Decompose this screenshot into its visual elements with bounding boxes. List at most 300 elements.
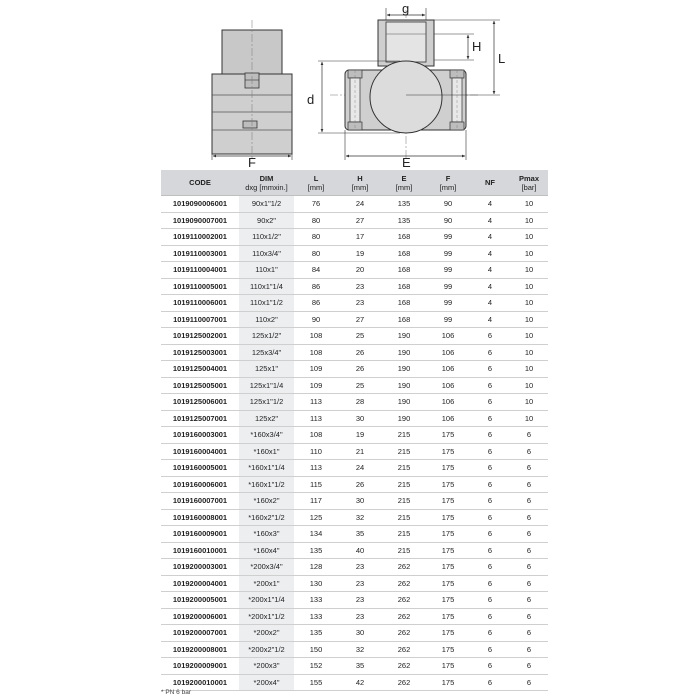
e-cell: 190 [382,410,426,427]
l-cell: 90 [294,311,338,328]
code-cell: 1019110004001 [161,262,239,279]
pmax-cell: 10 [510,245,548,262]
table-row [161,493,548,510]
nf-cell: 4 [470,295,510,312]
code-cell: 1019125002001 [161,328,239,345]
column-header [239,170,294,196]
pmax-cell: 10 [510,262,548,279]
e-cell: 215 [382,526,426,543]
table-row [161,625,548,642]
nf-cell: 4 [470,196,510,213]
dim-cell: 110x3/4" [239,245,294,262]
h-cell: 30 [338,625,382,642]
h-cell: 28 [338,394,382,411]
dim-cell: 125x1" [239,361,294,378]
column-header-label: E [401,173,407,183]
table-row [161,196,548,213]
nf-cell: 4 [470,245,510,262]
e-cell: 262 [382,608,426,625]
table-row [161,311,548,328]
table-row [161,575,548,592]
f-cell: 90 [426,212,470,229]
pmax-cell: 6 [510,443,548,460]
f-cell: 175 [426,559,470,576]
dim-cell: 110x2" [239,311,294,328]
f-cell: 175 [426,608,470,625]
e-cell: 168 [382,278,426,295]
e-cell: 168 [382,229,426,246]
l-cell: 133 [294,608,338,625]
h-cell: 17 [338,229,382,246]
f-cell: 175 [426,641,470,658]
dim-cell: *200x2"1/2 [239,641,294,658]
nf-cell: 4 [470,311,510,328]
e-cell: 262 [382,559,426,576]
f-cell: 106 [426,344,470,361]
nf-cell: 6 [470,476,510,493]
pmax-cell: 6 [510,608,548,625]
h-cell: 30 [338,410,382,427]
pmax-cell: 6 [510,674,548,691]
column-header [510,170,548,196]
h-cell: 19 [338,245,382,262]
nf-cell: 6 [470,559,510,576]
dim-cell: 110x1/2" [239,229,294,246]
dim-cell: 90x2" [239,212,294,229]
table-row [161,344,548,361]
l-cell: 155 [294,674,338,691]
f-cell: 99 [426,278,470,295]
e-cell: 262 [382,658,426,675]
h-cell: 23 [338,608,382,625]
code-cell: 1019125006001 [161,394,239,411]
code-cell: 1019110002001 [161,229,239,246]
table-row [161,295,548,312]
f-cell: 106 [426,328,470,345]
pmax-cell: 6 [510,592,548,609]
nf-cell: 6 [470,493,510,510]
l-cell: 133 [294,592,338,609]
dim-label-H: H [472,39,482,54]
h-cell: 26 [338,476,382,493]
dim-cell: *160x4" [239,542,294,559]
column-header [161,170,239,196]
column-header-label: F [445,173,451,183]
dim-cell: *200x1"1/4 [239,592,294,609]
e-cell: 190 [382,377,426,394]
l-cell: 113 [294,460,338,477]
dim-cell: 125x1/2" [239,328,294,345]
code-cell: 1019090006001 [161,196,239,213]
h-cell: 23 [338,559,382,576]
code-cell: 1019110007001 [161,311,239,328]
column-header-label: L [313,173,319,183]
nf-cell: 6 [470,658,510,675]
e-cell: 215 [382,542,426,559]
code-cell: 1019200004001 [161,575,239,592]
pipe-section [370,61,442,133]
pmax-cell: 10 [510,212,548,229]
column-header-unit: [mm] [351,182,369,192]
pmax-cell: 6 [510,658,548,675]
column-header-unit: dxg [mmxin.] [245,182,288,192]
nf-cell: 6 [470,394,510,411]
pmax-cell: 6 [510,559,548,576]
h-cell: 35 [338,526,382,543]
h-cell: 42 [338,674,382,691]
l-cell: 80 [294,245,338,262]
dim-label-d: d [307,92,315,107]
h-cell: 25 [338,328,382,345]
column-header [382,170,426,196]
pmax-cell: 10 [510,344,548,361]
dim-cell: *160x1"1/4 [239,460,294,477]
f-cell: 99 [426,262,470,279]
pmax-cell: 6 [510,427,548,444]
code-cell: 1019200009001 [161,658,239,675]
footnote: * PN 6 bar [161,689,191,696]
h-cell: 27 [338,212,382,229]
table-row [161,262,548,279]
side-view [212,20,292,170]
code-cell: 1019110005001 [161,278,239,295]
nf-cell: 6 [470,344,510,361]
table-row [161,278,548,295]
dim-cell: *200x1"1/2 [239,608,294,625]
left-bolt-icon [348,70,362,130]
column-header-label: H [357,173,363,183]
f-cell: 175 [426,460,470,477]
pmax-cell: 6 [510,509,548,526]
code-cell: 1019200007001 [161,625,239,642]
dim-cell: *200x3/4" [239,559,294,576]
l-cell: 108 [294,427,338,444]
h-cell: 23 [338,278,382,295]
l-cell: 80 [294,212,338,229]
table-row [161,674,548,691]
nf-cell: 6 [470,427,510,444]
code-cell: 1019160003001 [161,427,239,444]
l-cell: 110 [294,443,338,460]
h-cell: 24 [338,196,382,213]
l-cell: 113 [294,410,338,427]
e-cell: 190 [382,344,426,361]
dim-cell: 110x1"1/2 [239,295,294,312]
pmax-cell: 10 [510,410,548,427]
h-cell: 35 [338,658,382,675]
column-header [470,170,510,196]
pmax-cell: 6 [510,460,548,477]
code-cell: 1019110006001 [161,295,239,312]
dim-label-L: L [498,51,506,66]
technical-drawing [0,0,700,170]
code-cell: 1019125005001 [161,377,239,394]
h-cell: 26 [338,344,382,361]
e-cell: 135 [382,212,426,229]
l-cell: 80 [294,229,338,246]
table-row [161,394,548,411]
e-cell: 262 [382,674,426,691]
code-cell: 1019200005001 [161,592,239,609]
table-row [161,526,548,543]
e-cell: 262 [382,625,426,642]
e-cell: 215 [382,509,426,526]
pmax-cell: 10 [510,278,548,295]
column-header-unit: [mm] [439,182,457,192]
dim-cell: 125x1"1/4 [239,377,294,394]
pmax-cell: 6 [510,526,548,543]
table-header-row [161,170,548,196]
dim-cell: *160x3" [239,526,294,543]
pmax-cell: 6 [510,476,548,493]
nf-cell: 6 [470,443,510,460]
front-view [307,1,505,170]
h-cell: 23 [338,575,382,592]
f-cell: 99 [426,245,470,262]
column-header-label: CODE [189,178,211,187]
l-cell: 76 [294,196,338,213]
f-cell: 99 [426,311,470,328]
dim-cell: 125x1"1/2 [239,394,294,411]
code-cell: 1019200008001 [161,641,239,658]
table-row [161,443,548,460]
f-cell: 175 [426,427,470,444]
table-row [161,476,548,493]
nf-cell: 4 [470,278,510,295]
nf-cell: 4 [470,229,510,246]
code-cell: 1019125007001 [161,410,239,427]
dim-cell: *160x1" [239,443,294,460]
l-cell: 135 [294,625,338,642]
table-row [161,542,548,559]
f-cell: 106 [426,377,470,394]
e-cell: 215 [382,443,426,460]
dim-cell: 110x1" [239,262,294,279]
table-body [161,196,548,691]
table-row [161,212,548,229]
f-cell: 175 [426,476,470,493]
dim-cell: 110x1"1/4 [239,278,294,295]
f-cell: 175 [426,443,470,460]
e-cell: 190 [382,328,426,345]
code-cell: 1019200010001 [161,674,239,691]
l-cell: 135 [294,542,338,559]
nf-cell: 6 [470,608,510,625]
column-header [338,170,382,196]
e-cell: 168 [382,295,426,312]
nf-cell: 6 [470,328,510,345]
pmax-cell: 6 [510,625,548,642]
table-row [161,245,548,262]
code-cell: 1019125003001 [161,344,239,361]
dim-cell: 90x1"1/2 [239,196,294,213]
dim-cell: *200x3" [239,658,294,675]
l-cell: 130 [294,575,338,592]
h-cell: 19 [338,427,382,444]
pmax-cell: 6 [510,493,548,510]
f-cell: 175 [426,575,470,592]
l-cell: 109 [294,361,338,378]
dim-label-F: F [248,155,256,170]
column-header [294,170,338,196]
pmax-cell: 10 [510,328,548,345]
code-cell: 1019160008001 [161,509,239,526]
nf-cell: 6 [470,542,510,559]
table-row [161,658,548,675]
nf-cell: 6 [470,410,510,427]
nf-cell: 6 [470,526,510,543]
h-cell: 21 [338,443,382,460]
code-cell: 1019160007001 [161,493,239,510]
table-row [161,328,548,345]
l-cell: 86 [294,278,338,295]
dim-cell: *160x3/4" [239,427,294,444]
dim-label-E: E [402,155,411,170]
nf-cell: 6 [470,575,510,592]
f-cell: 175 [426,542,470,559]
f-cell: 106 [426,394,470,411]
f-cell: 175 [426,625,470,642]
table-row [161,377,548,394]
pmax-cell: 10 [510,361,548,378]
e-cell: 215 [382,493,426,510]
dim-cell: 125x2" [239,410,294,427]
table-row [161,410,548,427]
dim-cell: *200x2" [239,625,294,642]
f-cell: 106 [426,361,470,378]
l-cell: 117 [294,493,338,510]
f-cell: 175 [426,658,470,675]
nf-cell: 6 [470,592,510,609]
dim-cell: *160x2" [239,493,294,510]
table-row [161,608,548,625]
nf-cell: 6 [470,361,510,378]
column-header-label: NF [485,178,495,187]
table-row [161,641,548,658]
pmax-cell: 10 [510,229,548,246]
table-row [161,559,548,576]
code-cell: 1019160006001 [161,476,239,493]
code-cell: 1019160004001 [161,443,239,460]
dim-cell: *200x4" [239,674,294,691]
dim-cell: *160x2"1/2 [239,509,294,526]
e-cell: 215 [382,460,426,477]
dim-cell: *160x1"1/2 [239,476,294,493]
pmax-cell: 10 [510,377,548,394]
h-cell: 23 [338,295,382,312]
f-cell: 99 [426,229,470,246]
e-cell: 135 [382,196,426,213]
pmax-cell: 10 [510,311,548,328]
e-cell: 262 [382,575,426,592]
column-header-unit: [mm] [307,182,325,192]
l-cell: 134 [294,526,338,543]
nf-cell: 6 [470,460,510,477]
h-cell: 24 [338,460,382,477]
e-cell: 168 [382,245,426,262]
h-cell: 32 [338,641,382,658]
h-cell: 26 [338,361,382,378]
l-cell: 108 [294,344,338,361]
right-bolt-icon [450,70,464,130]
code-cell: 1019125004001 [161,361,239,378]
table-row [161,229,548,246]
l-cell: 86 [294,295,338,312]
e-cell: 168 [382,311,426,328]
f-cell: 175 [426,509,470,526]
h-cell: 40 [338,542,382,559]
pmax-cell: 10 [510,295,548,312]
f-cell: 175 [426,493,470,510]
e-cell: 262 [382,641,426,658]
column-header-label: Pmax [518,173,539,183]
nf-cell: 6 [470,377,510,394]
l-cell: 128 [294,559,338,576]
e-cell: 262 [382,592,426,609]
code-cell: 1019200006001 [161,608,239,625]
table-row [161,460,548,477]
h-cell: 27 [338,311,382,328]
l-cell: 113 [294,394,338,411]
nf-cell: 6 [470,509,510,526]
table-row [161,361,548,378]
code-cell: 1019110003001 [161,245,239,262]
nf-cell: 6 [470,625,510,642]
spec-table [161,170,548,691]
nf-cell: 6 [470,641,510,658]
l-cell: 108 [294,328,338,345]
f-cell: 175 [426,526,470,543]
column-header-unit: [mm] [395,182,413,192]
l-cell: 150 [294,641,338,658]
l-cell: 115 [294,476,338,493]
column-header-label: DIM [259,173,274,183]
code-cell: 1019090007001 [161,212,239,229]
nf-cell: 6 [470,674,510,691]
nf-cell: 4 [470,262,510,279]
f-cell: 90 [426,196,470,213]
h-cell: 25 [338,377,382,394]
e-cell: 168 [382,262,426,279]
code-cell: 1019160005001 [161,460,239,477]
pmax-cell: 10 [510,394,548,411]
h-cell: 30 [338,493,382,510]
l-cell: 109 [294,377,338,394]
column-header-unit: [bar] [521,182,537,192]
h-cell: 32 [338,509,382,526]
e-cell: 215 [382,427,426,444]
pmax-cell: 6 [510,542,548,559]
f-cell: 175 [426,674,470,691]
nf-cell: 4 [470,212,510,229]
code-cell: 1019160010001 [161,542,239,559]
table-row [161,509,548,526]
code-cell: 1019200003001 [161,559,239,576]
f-cell: 106 [426,410,470,427]
l-cell: 125 [294,509,338,526]
l-cell: 152 [294,658,338,675]
h-cell: 20 [338,262,382,279]
dim-cell: 125x3/4" [239,344,294,361]
pmax-cell: 10 [510,196,548,213]
f-cell: 175 [426,592,470,609]
table-row [161,427,548,444]
h-cell: 23 [338,592,382,609]
column-header [426,170,470,196]
e-cell: 190 [382,361,426,378]
e-cell: 215 [382,476,426,493]
dim-cell: *200x1" [239,575,294,592]
